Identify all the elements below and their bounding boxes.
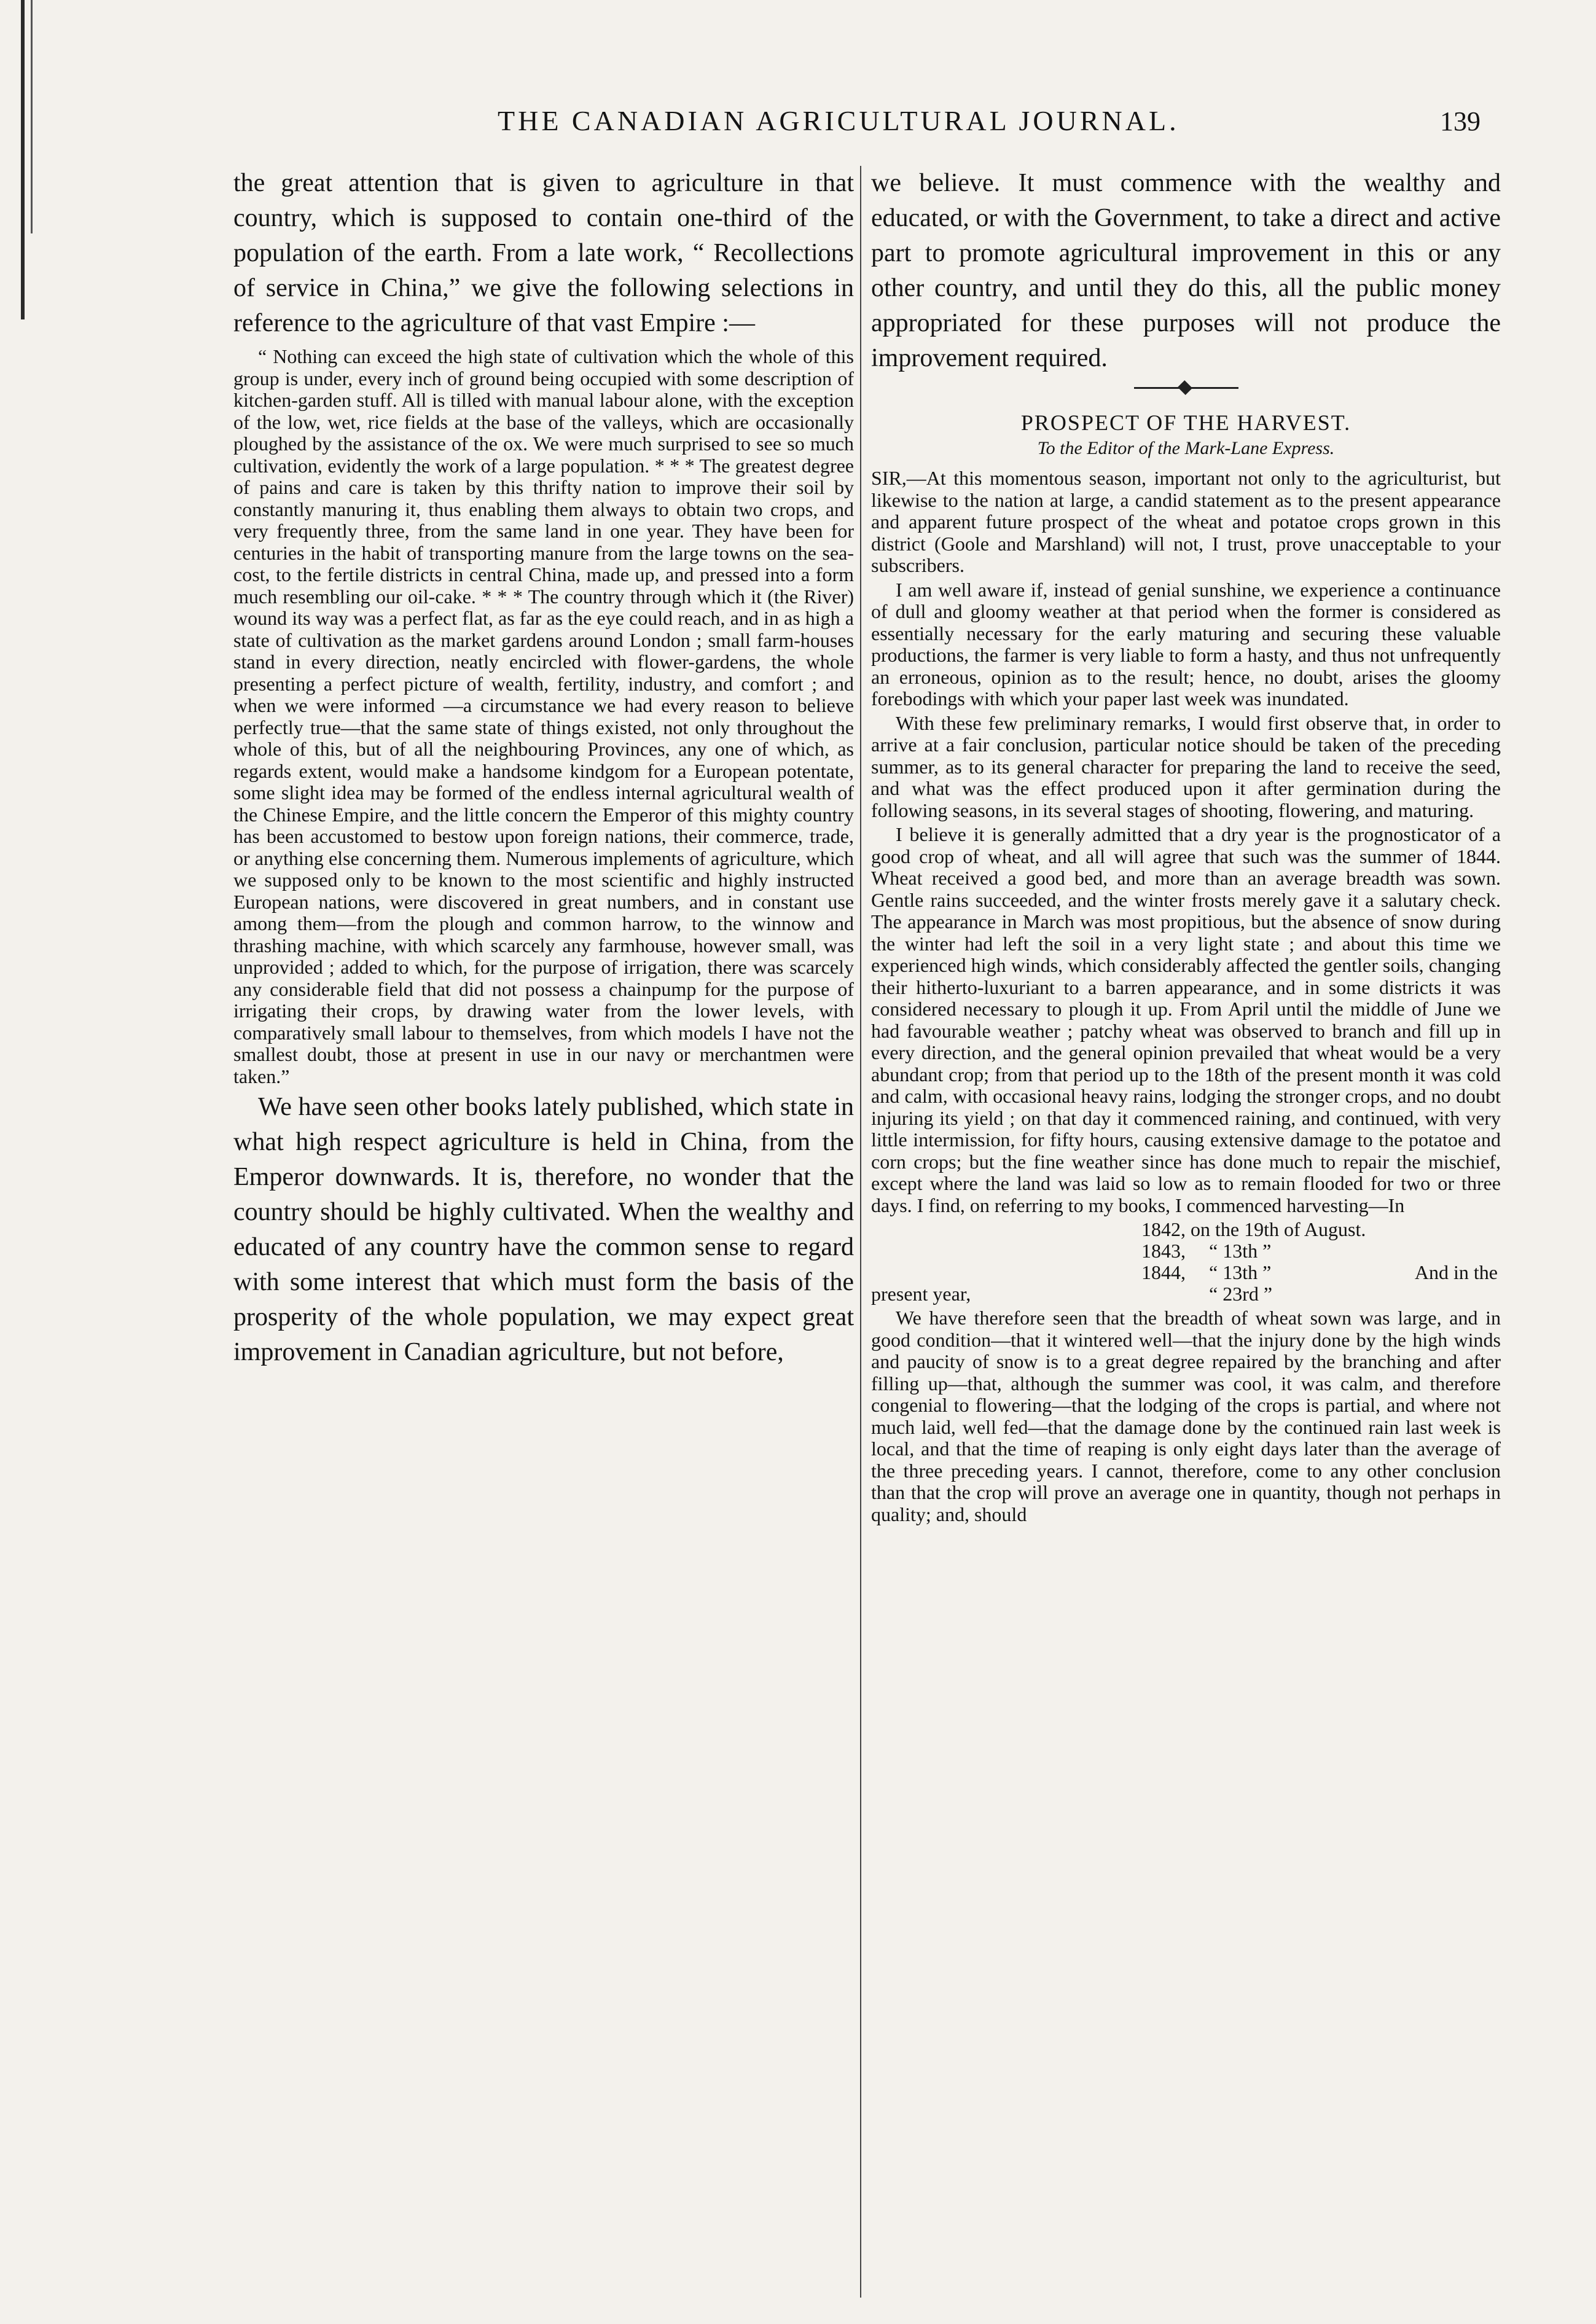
- binding-rule: [21, 0, 25, 319]
- article-title: PROSPECT OF THE HARVEST.: [1020, 410, 1352, 435]
- table-row: [871, 1283, 1501, 1305]
- table-cell: “ 13th ”: [1209, 1240, 1272, 1262]
- running-header: [221, 104, 1481, 154]
- table-cell: [1344, 1240, 1498, 1262]
- letter-paragraph: SIR,—At this momentous season, important not only to the agriculturist, but likewise to the nation at large, a candid statement as to the present appearance and apparent future prospect of the wheat and potatoe crops grown in this district (Goole and Marshland) will not, I trust, prove unacceptable to your subscribers.: [871, 467, 1501, 576]
- journal-title: THE CANADIAN AGRICULTURAL JOURNAL.: [498, 105, 1179, 136]
- table-cell: [1037, 1283, 1209, 1305]
- section-ornament: [871, 387, 1501, 389]
- binding-rule-inner: [31, 0, 33, 233]
- table-row: [871, 1262, 1501, 1283]
- table-cell: And in the: [1414, 1261, 1498, 1283]
- closing-paragraph: We have seen other books lately published, which state in what high respect agriculture is held in China, from the Emperor downwards. It is, therefore, no wonder that the country should be highly cultivated. When the wealthy and educated of any country have the common sense to regard with some interest that which must form the basis of the prosperity of the whole population, we may expect great improvement in Canadian agriculture, but not before,: [233, 1093, 854, 1366]
- table-cell: “ 13th ”: [1209, 1261, 1272, 1283]
- china-quote: “ Nothing can exceed the high state of cultivation which the whole of this group is under, every inch of ground being occupied with some description of kitchen-garden stuff. All is tilled with manual labour alone, with the exception of the low, wet, rice fields at the base of the valleys, which are occasionally ploughed by the assistance of the ox. We were much surprised to see so much cultivation, evidently the work of a large population. * * * The greatest degree of pains and care is taken by this thrifty nation to improve their soil by constantly manuring it, thus enabling them always to obtain two crops, and very frequently three, from the same land in one year. They have been for centuries in the habit of transporting manure from the large towns on the sea-cost, to the fertile districts in central China, made up, and pressed into a form much resembling our oil-cake. * * * The country through which it (the River) wound its way was a perfect flat, as far as the eye could reach, and in as high a state of cultivation as the market gardens around London ; small farm-houses stand in every direction, neatly encircled with flower-gardens, the whole presenting a perfect picture of wealth, fertility, industry, and comfort ; and when we were informed —a circumstance we had every reason to believe perfectly true—that the same state of things existed, not only throughout the whole of this, but of all the neighbouring Provinces, any one of which, as regards extent, would make a handsome kindgom for a European potentate, some slight idea may be formed of the endless internal agricultural wealth of the Chinese Empire, and the little concern the Emperor of this mighty country has been accustomed to bestow upon foreign nations, their commerce, trade, or anything else concerning them. Numerous implements of agriculture, which we supposed only to be known to the most scientific and highly instructed European nations, were discovered in great numbers, and in constant use among them—from the plough and common harrow, to the winnow and thrashing machine, with which scarcely any farmhouse, however small, was unprovided ; added to which, for the purpose of irrigation, there was scarcely any considerable field that did not possess a chainpump for the purpose of irrigating their crops, by drawing water from the lower levels, with comparatively small labour to themselves, from which models I have not the smallest doubt, those at present in use in our navy or merchantmen were taken.”: [233, 345, 854, 1087]
- right-column: [871, 166, 1501, 2304]
- page-number: 139: [1440, 106, 1481, 136]
- table-cell: 1842, on the 19th of August.: [1141, 1218, 1366, 1240]
- letter-conclusion: We have therefore seen that the breadth of wheat sown was large, and in good condition—that it wintered well—that the injury done by the high winds and paucity of snow is to a great degree repaired by the branching and after filling up—that, although the summer was cool, it was calm, and therefore congenial to flowering—that the lodging of the crops is partial, and where not much laid, well fed—that the damage done by the continued rain last week is local, and that the time of reaping is only eight days later than the average of the three preceding years. I cannot, therefore, come to any other conclusion than that the crop will prove an average one in quantity, though not perhaps in quality; and, should: [871, 1307, 1501, 1525]
- column-divider: [860, 166, 861, 2298]
- article-subtitle: To the Editor of the Mark-Lane Express.: [1037, 438, 1335, 458]
- left-column: [233, 166, 854, 2304]
- letter-paragraph: With these few preliminary remarks, I would first observe that, in order to arrive at a fair conclusion, particular notice should be taken of the preceding summer, as to its general character for preparing the land to receive the seed, and what was the effect produced upon it after germination during the following seasons, in its several stages of shooting, flowering, and maturing.: [871, 711, 1501, 821]
- table-cell: present year,: [871, 1283, 971, 1305]
- table-cell: [871, 1240, 1141, 1262]
- table-row: [871, 1240, 1501, 1262]
- table-cell: “ 23rd ”: [1209, 1283, 1273, 1305]
- intro-paragraph: the great attention that is given to agriculture in that country, which is supposed to contain one-third of the population of the earth. From a late work, “ Recollections of service in China,” we give the following selections in reference to the agriculture of that vast Empire :—: [233, 169, 854, 337]
- continuation-paragraph: we believe. It must commence with the wealthy and educated, or with the Government, to take a direct and active part to promote agricultural improvement in this or any other country, and until they do this, all the public money appropriated for these purposes will not produce the improvement required.: [871, 169, 1501, 372]
- table-cell: [1344, 1283, 1498, 1305]
- table-cell: [871, 1262, 1141, 1283]
- letter-paragraph: I believe it is generally admitted that a dry year is the prognosticator of a good crop of wheat, and all will agree that such was the summer of 1844. Wheat received a good bed, and more than an average breadth was sown. Gentle rains succeeded, and the winter frosts merely gave it a salutary check. The appearance in March was most propitious, but the absence of snow during the winter had left the soil in a very light state ; and about this time we experienced high winds, which considerably affected the gentler soils, changing their hitherto-luxuriant to a barren appearance, and in some districts it was considered necessary to plough it up. From April until the middle of June we had favourable weather ; patchy wheat was observed to branch and fill up in every direction, and the general opinion prevailed that wheat would be a very abundant crop; from that period up to the 18th of the present month it was cold and calm, with occasional heavy rains, lodging the stronger crops, and no doubt injuring its yield ; on that day it commenced raining, and continued, with very little intermission, for fifty hours, causing extensive damage to the potatoe and corn crops; but the fine weather since has done much to repair the mischief, except where the land was laid so low as to remain flooded for two or three days. I find, on referring to my books, I commenced harvesting—In: [871, 823, 1501, 1216]
- table-cell: 1844,: [1141, 1261, 1186, 1283]
- harvest-dates-table: [871, 1219, 1501, 1305]
- table-cell: [871, 1219, 1141, 1240]
- table-row: [871, 1219, 1501, 1240]
- table-cell: 1843,: [1141, 1240, 1186, 1262]
- letter-paragraph: I am well aware if, instead of genial sunshine, we experience a continuance of dull and gloomy weather at that period when the former is considered as essentially necessary for the early maturing and securing these valuable productions, the farmer is very liable to form a hasty, and thus not unfrequently an erroneous, opinion as to the result; hence, no doubt, arises the gloomy forebodings with which your paper last week was inundated.: [871, 578, 1501, 710]
